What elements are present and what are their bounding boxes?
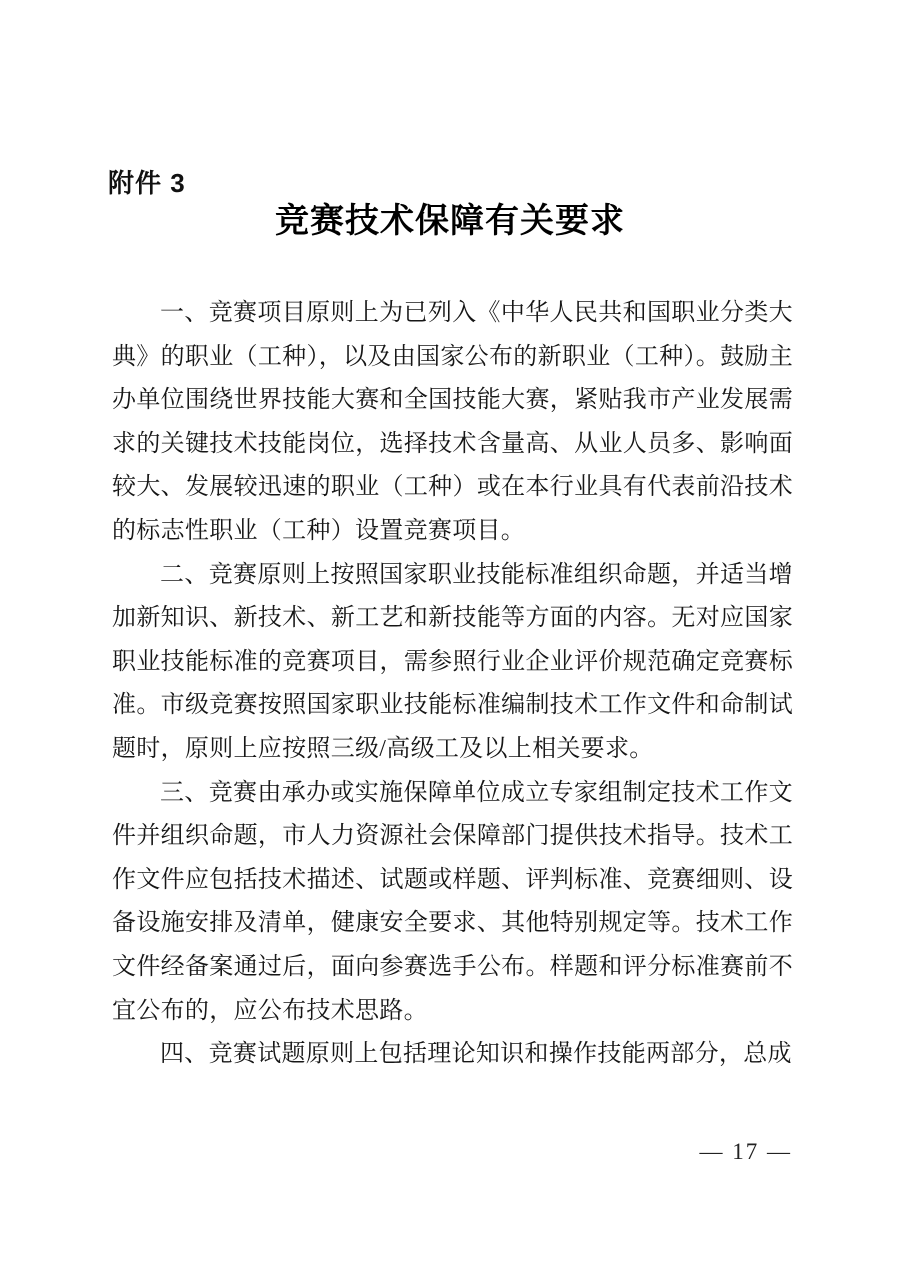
page-number: — 17 —	[699, 1139, 792, 1164]
paragraph-1: 一、竞赛项目原则上为已列入《中华人民共和国职业分类大典》的职业（工种），以及由国家公布的新职业（工种）。鼓励主办单位围绕世界技能大赛和全国技能大赛，紧贴我市产业发展需求的关键技术技能岗位，选择技术含量高、从业人员多、影响面较大、发展较迅速的职业（工种）或在本行业具有代表前沿技术的标志性职业（工种）设置竞赛项目。	[112, 300, 793, 544]
paragraph-4: 四、竞赛试题原则上包括理论知识和操作技能两部分，总成	[160, 1041, 792, 1068]
attachment-label: 附件 3	[108, 168, 186, 198]
paragraph-3: 三、竞赛由承办或实施保障单位成立专家组制定技术工作文件并组织命题，市人力资源社会保障部门提供技术指导。技术工作文件应包括技术描述、试题或样题、评判标准、竞赛细则、设备设施安排及清单，健康安全要求、其他特别规定等。技术工作文件经备案通过后，面向参赛选手公布。样题和评分标准赛前不宜公布的，应公布技术思路。	[112, 779, 793, 1024]
document-title: 竞赛技术保障有关要求	[275, 203, 625, 240]
document-body	[112, 292, 793, 1077]
paragraph-2: 二、竞赛原则上按照国家职业技能标准组织命题，并适当增加新知识、新技术、新工艺和新技能等方面的内容。无对应国家职业技能标准的竞赛项目，需参照行业企业评价规范确定竞赛标准。市级竞赛按照国家职业技能标准编制技术工作文件和命制试题时，原则上应按照三级/高级工及以上相关要求。	[112, 561, 793, 762]
